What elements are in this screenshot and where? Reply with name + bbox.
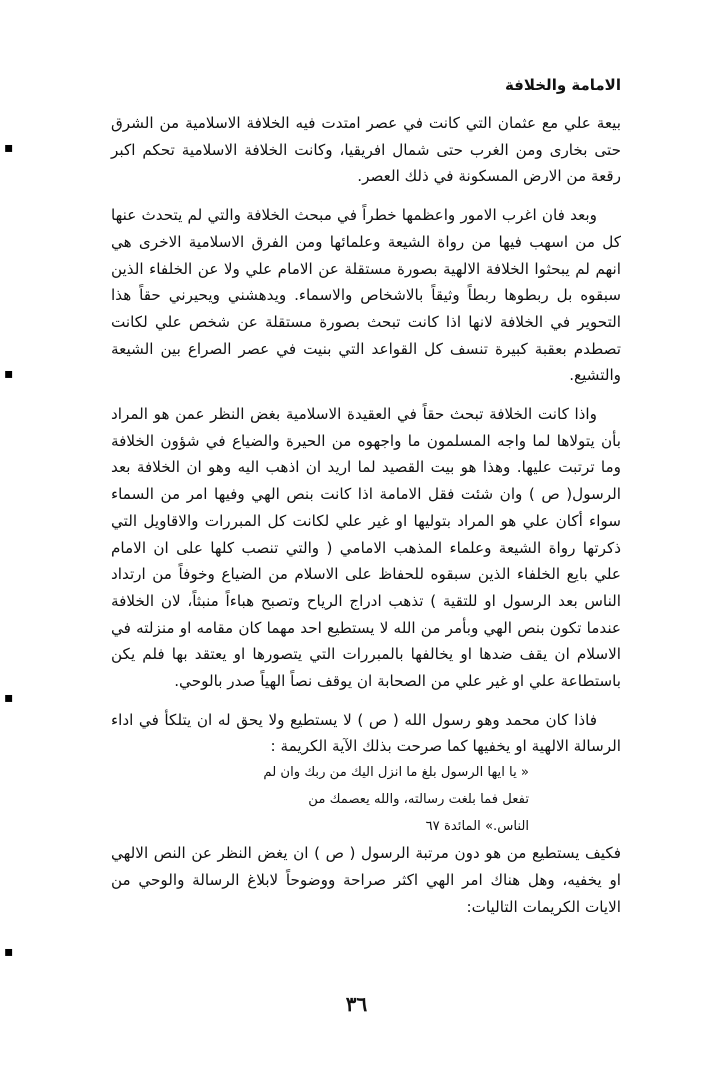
paragraph-1: بيعة علي مع عثمان التي كانت في عصر امتدت فيه الخلافة الاسلامية من الشرق حتى بخارى ومن الغرب حتى شمال افريقيا، وكانت الخلافة الاسلامية تحكم اكبر رقعة من الارض المسكونة في ذلك العصر. [111,114,621,186]
quotation-line: تفعل فما بلغت رسالته، والله يعصمك من [308,791,529,807]
paragraph-3: واذا كانت الخلافة تبحث حقاً في العقيدة الاسلامية بغض النظر عمن هو المراد بأن يتولاها لما واجه المسلمون ما واجهوه من الحيرة والضياع في شؤون الخلافة وما ترتبت عليها. وهذا هو بيت القصيد لما اريد ان اذهب اليه وهو ان الخلافة بعد الرسول( ص ) وان شئت فقل الامامة اذا كانت بنص الهي وفيها امر من السماء سواء أكان علي هو المراد بتوليها او غير علي لكانت كل المبررات والاقاويل التي ذكرتها رواة الشيعة وعلماء المذهب الامامي ( والتي تنصب كلها على ان الامام علي بايع الخلفاء الذين سبقوه للحفاظ على الاسلام من الضياع وخوفاً من ارتداد الناس بعد الرسول او للتقية ) تذهب ادراج الرياح وتصبح هباءاً منبثاً، لان الخلافة عندما تكون بنص الهي وبأمر من الله لا يستطيع احد مهما كان مقامه او منزلته في الاسلام ان يقف ضدها او يخالفها بالمبررات التي يتصورها او يعتقد بها فلم يكن باستطاعة علي او غير علي من الصحابة ان يوقف نصاً الهياً صدر بالوحي. [111,405,621,691]
quotation-line: « يا ايها الرسول بلغ ما انزل اليك من ربك وان لم [263,765,529,781]
running-title: الامامة والخلافة [504,76,621,94]
margin-mark: ▪ [4,944,14,960]
body-text [111,110,621,920]
margin-mark: ▪ [4,366,14,382]
paragraph-2: وبعد فان اغرب الامور واعظمها خطراً في مبحث الخلافة والتي لم يتحدث عنها كل من اسهب فيها من رواة الشيعة وعلمائها ومن الفرق الاسلامية الاخرى هي انهم لم يبحثوا الخلافة الالهية بصورة مستقلة عن الامام علي ولا عن الخلفاء الذين سبقوه بل ربطوها ربطاً وثيقاً بالاشخاص والاسماء. ويدهشني ويحيرني حقاً هذا التحوير في الخلافة لانها اذا كانت تبحث بصورة مستقلة عن شخص علي لكانت تصطدم بعقبة كبيرة تنسف كل القواعد التي بنيت في عصر الصراع بين الشيعة والتشيع. [111,206,621,385]
quranic-quotation [111,760,621,840]
paragraph-4: فاذا كان محمد وهو رسول الله ( ص ) لا يستطيع ولا يحق له ان يتلكأ في اداء الرسالة الالهية او يخفيها كما صرحت بذلك الآية الكريمة : [111,710,621,756]
margin-mark: ▪ [4,140,14,156]
margin-mark: ▪ [4,690,14,706]
page-number: ٣٦ [345,992,368,1016]
quotation-line: الناس.» المائدة ٦٧ [425,818,529,834]
paragraph-5: فكيف يستطيع من هو دون مرتبة الرسول ( ص ) ان يغض النظر عن النص الالهي او يخفيه، وهل هناك امر الهي اكثر صراحة ووضوحاً لابلاغ الرسالة والوحي من الايات الكريمات التاليات: [111,844,621,916]
